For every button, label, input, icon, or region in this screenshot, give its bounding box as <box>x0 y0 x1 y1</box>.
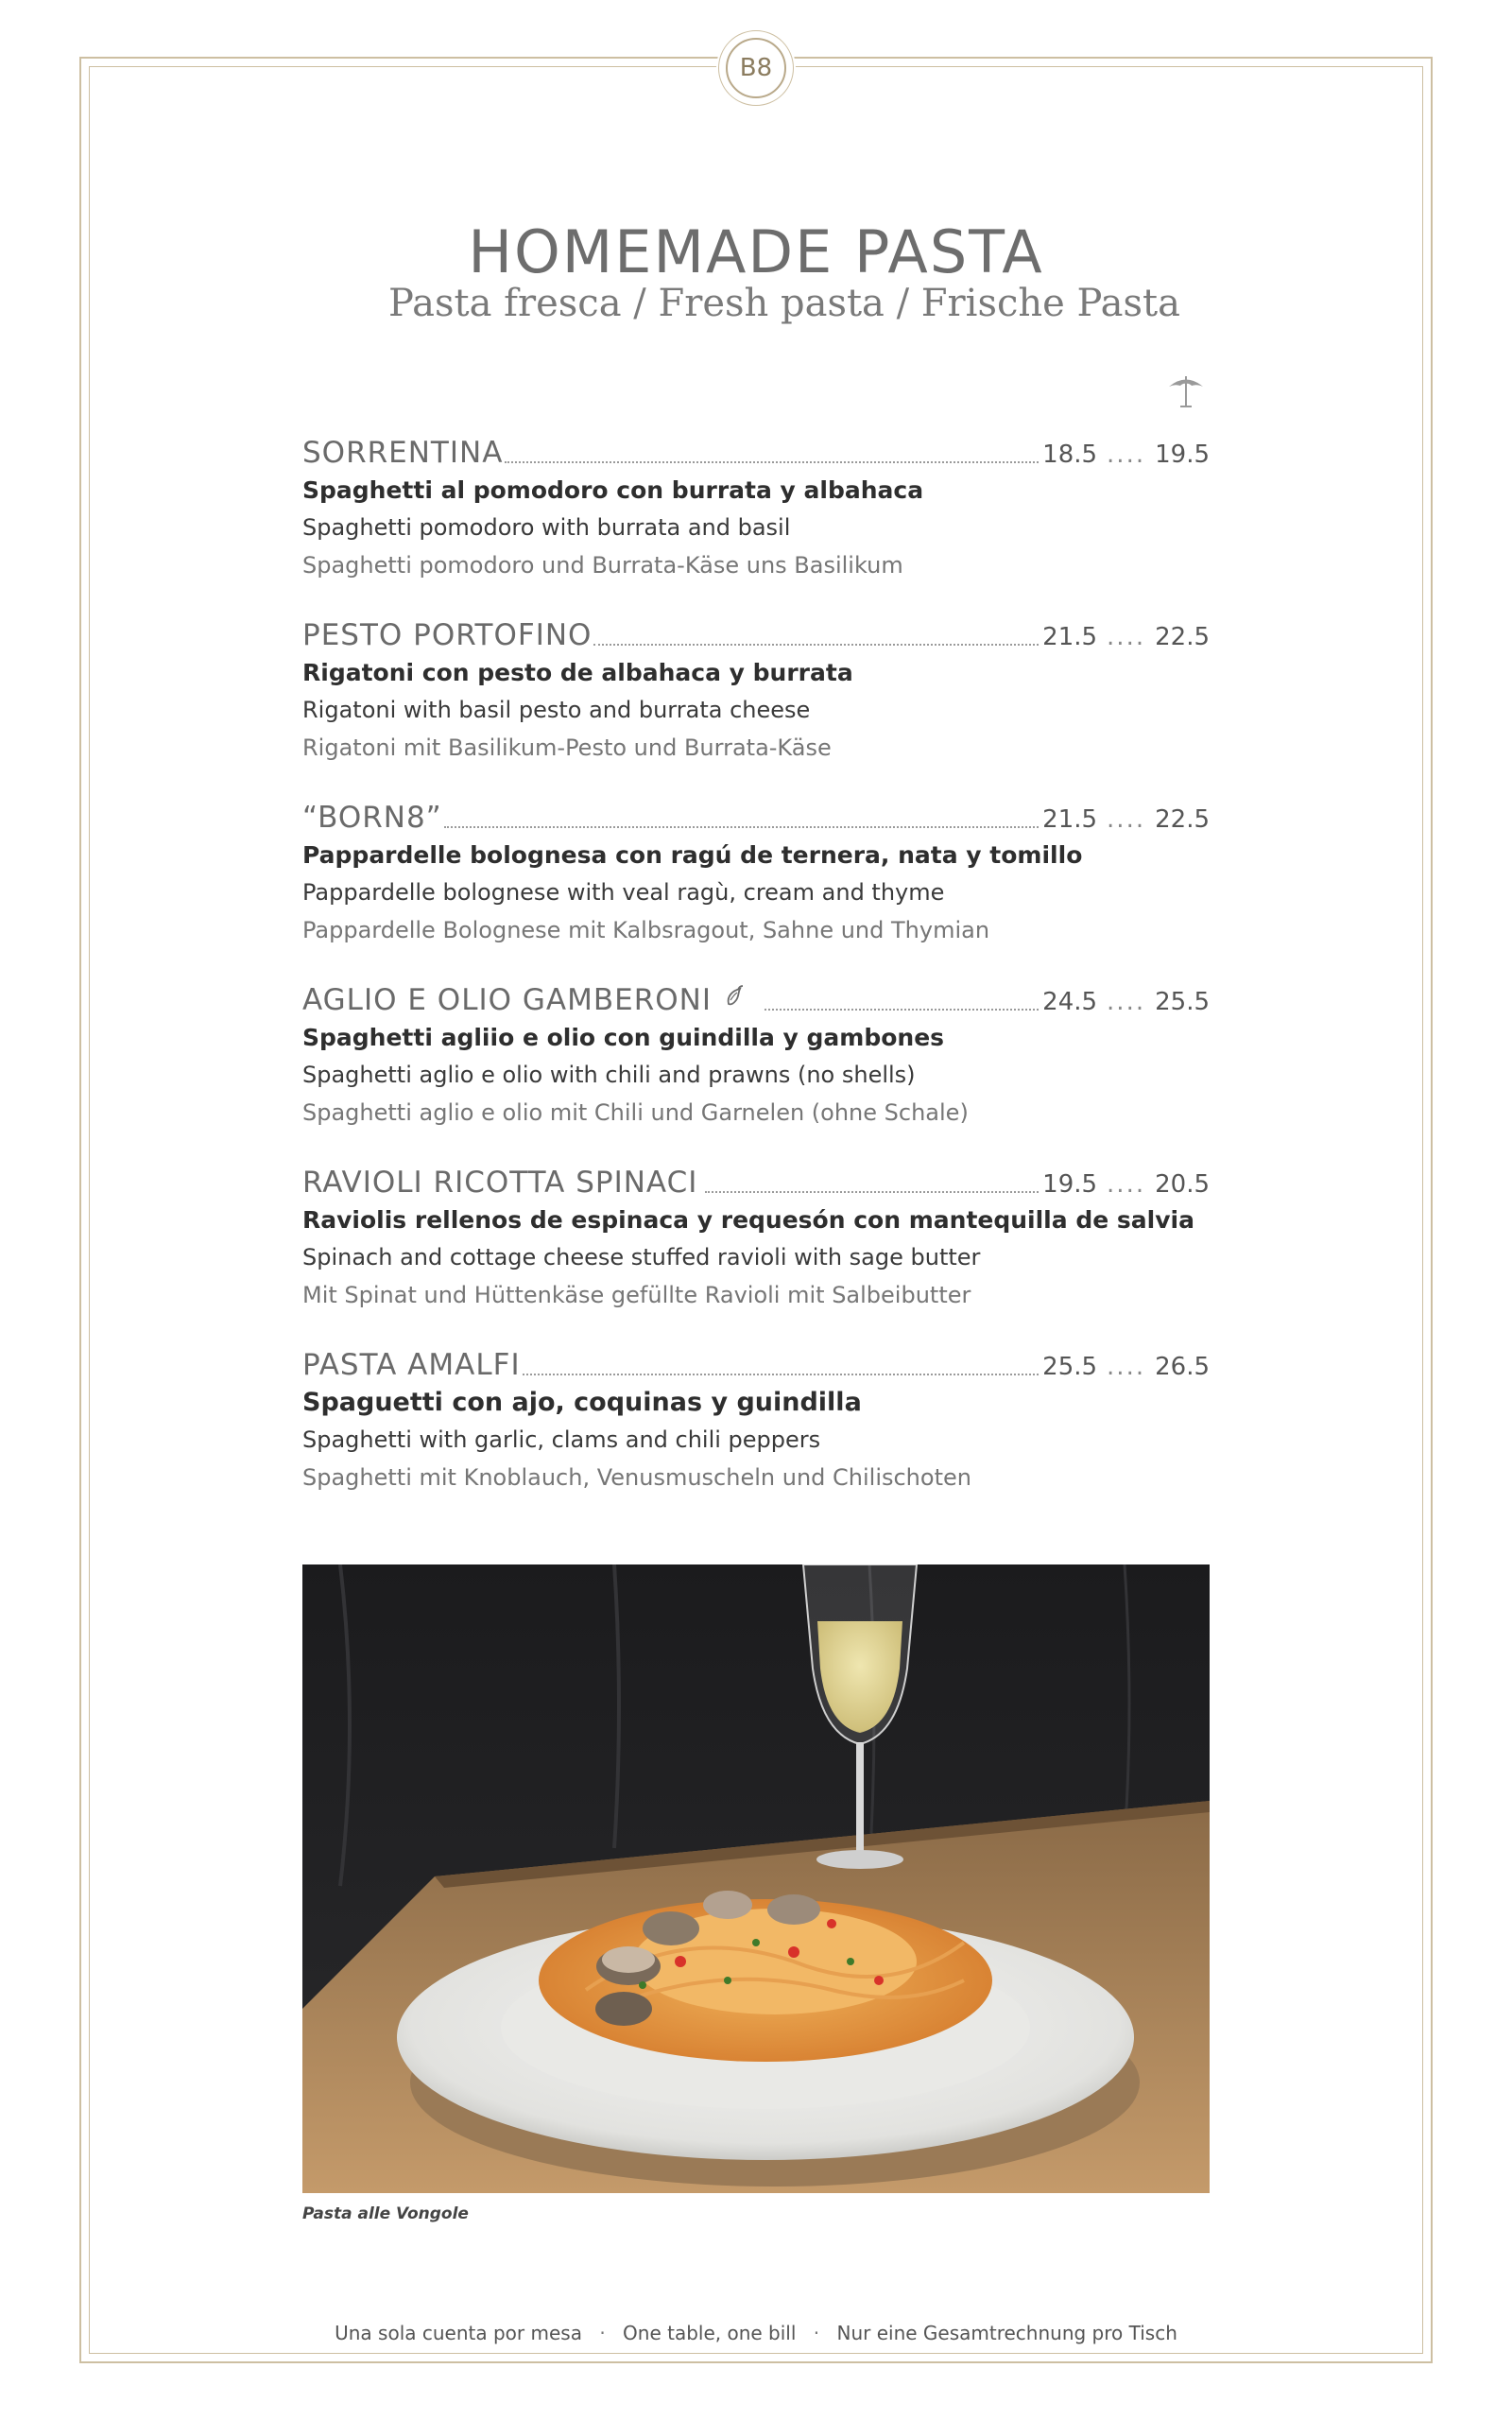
menu-item <box>302 798 1210 980</box>
menu-item-header <box>302 798 1210 838</box>
menu-item-price-2: 25.5 <box>1155 988 1210 1016</box>
terrace-umbrella-icon <box>1166 371 1206 410</box>
photo-caption: Pasta alle Vongole <box>302 2204 469 2223</box>
menu-item-desc-en: Spinach and cottage cheese stuffed ravioli with sage butter <box>302 1244 981 1270</box>
menu-item-desc-de: Rigatoni mit Basilikum-Pesto und Burrata-Käse <box>302 735 832 761</box>
menu-item-desc-de: Spaghetti aglio e olio mit Chili und Garnelen (ohne Schale) <box>302 1099 969 1126</box>
footer-separator-2: · <box>813 2322 820 2344</box>
price-separator: .... <box>1107 988 1146 1016</box>
menu-item-desc-es: Raviolis rellenos de espinaca y requesón con mantequilla de salvia <box>302 1206 1194 1234</box>
menu-item-desc-es: Pappardelle bolognesa con ragú de ternera, nata y tomillo <box>302 841 1083 869</box>
menu-item-price-1: 18.5 <box>1042 441 1098 469</box>
footer-text-en: One table, one bill <box>623 2322 797 2344</box>
footer-separator-1: · <box>599 2322 606 2344</box>
menu-item-desc-es: Spaghetti al pomodoro con burrata y albahaca <box>302 476 924 504</box>
menu-item-header <box>302 433 1210 473</box>
menu-item-desc-es: Rigatoni con pesto de albahaca y burrata <box>302 659 853 686</box>
menu-item-name: AGLIO E OLIO GAMBERONI <box>302 983 712 1017</box>
leader-dots <box>765 1009 1039 1011</box>
leader-dots <box>593 644 1039 646</box>
menu-item-desc-de: Pappardelle Bolognese mit Kalbsragout, Sahne und Thymian <box>302 917 990 943</box>
menu-item-desc-en: Spaghetti with garlic, clams and chili peppers <box>302 1426 821 1453</box>
menu-item-desc-de: Spaghetti pomodoro und Burrata-Käse uns Basilikum <box>302 552 903 579</box>
menu-item-desc-en: Spaghetti aglio e olio with chili and prawns (no shells) <box>302 1062 916 1088</box>
menu-item-price-1: 21.5 <box>1042 623 1098 651</box>
leader-dots <box>523 1374 1040 1375</box>
menu-item <box>302 1345 1210 1528</box>
price-separator: .... <box>1107 1170 1146 1199</box>
leader-dots <box>505 461 1039 463</box>
menu-item-name: RAVIOLI RICOTTA SPINACI <box>302 1166 698 1200</box>
page-badge: B8 <box>726 38 786 98</box>
price-separator: .... <box>1107 623 1146 651</box>
footer-text-es: Una sola cuenta por mesa <box>335 2322 582 2344</box>
menu-item-price-2: 20.5 <box>1155 1170 1210 1199</box>
menu-item-price-1: 19.5 <box>1042 1170 1098 1199</box>
menu-item-price-1: 24.5 <box>1042 988 1098 1016</box>
menu-item-price-2: 22.5 <box>1155 805 1210 834</box>
menu-item-price-2: 26.5 <box>1155 1353 1210 1381</box>
menu-item <box>302 615 1210 798</box>
price-separator: .... <box>1107 441 1146 469</box>
price-separator: .... <box>1107 805 1146 834</box>
spicy-chili-icon <box>721 983 747 1010</box>
menu-item-desc-en: Spaghetti pomodoro with burrata and basil <box>302 514 791 541</box>
menu-item <box>302 433 1210 615</box>
dish-photo <box>302 1564 1210 2193</box>
menu-item-header <box>302 1345 1210 1385</box>
menu-item-desc-en: Pappardelle bolognese with veal ragù, cream and thyme <box>302 879 945 906</box>
menu-item-desc-es: Spaguetti con ajo, coquinas y guindilla <box>302 1388 862 1417</box>
menu-item-price-1: 21.5 <box>1042 805 1098 834</box>
page-subtitle: Pasta fresca / Fresh pasta / Frische Pasta <box>388 282 1180 325</box>
menu-item-desc-de: Mit Spinat und Hüttenkäse gefüllte Ravioli mit Salbeibutter <box>302 1282 971 1308</box>
menu-item-price-1: 25.5 <box>1042 1353 1098 1381</box>
menu-item <box>302 1163 1210 1345</box>
menu-item-name: “BORN8” <box>302 801 442 835</box>
menu-item-name: SORRENTINA <box>302 436 504 470</box>
leader-dots <box>705 1191 1039 1193</box>
menu-item-price-2: 22.5 <box>1155 623 1210 651</box>
menu-item-header <box>302 615 1210 655</box>
menu-item <box>302 980 1210 1163</box>
menu-item-header <box>302 980 1210 1020</box>
pasta-menu-list <box>302 433 1210 1528</box>
menu-item-desc-es: Spaghetti agliio e olio con guindilla y gambones <box>302 1024 945 1051</box>
pasta-vongole-illustration <box>302 1564 1210 2193</box>
menu-item-name: PASTA AMALFI <box>302 1348 521 1382</box>
footer-text-de: Nur eine Gesamtrechnung pro Tisch <box>836 2322 1177 2344</box>
footer-note <box>0 2320 1512 2346</box>
menu-item-desc-de: Spaghetti mit Knoblauch, Venusmuscheln und Chilischoten <box>302 1464 971 1491</box>
price-separator: .... <box>1107 1353 1146 1381</box>
leader-dots <box>444 826 1039 828</box>
menu-item-price-2: 19.5 <box>1155 441 1210 469</box>
page-title: HOMEMADE PASTA <box>468 217 1044 286</box>
menu-item-desc-en: Rigatoni with basil pesto and burrata cheese <box>302 697 811 723</box>
menu-item-header <box>302 1163 1210 1202</box>
menu-item-name: PESTO PORTOFINO <box>302 618 593 652</box>
